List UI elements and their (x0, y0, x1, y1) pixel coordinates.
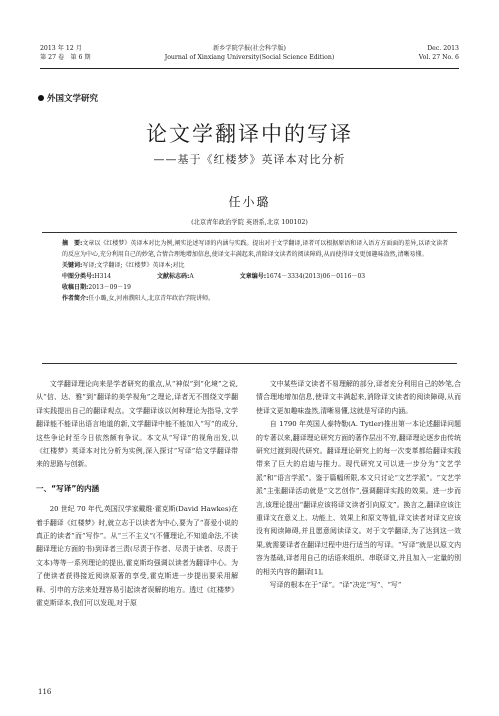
article-subtitle: ——基于《红楼梦》英译本对比分析 (153, 153, 346, 166)
header-issue-date: 2013 年 12 月 第 27 卷 第 6 期 (40, 45, 91, 61)
keywords: 关键词:写译;文学翻译;《红楼梦》英译本;对比 (62, 262, 185, 269)
body-paragraph: 文中某些译文读者不易理解的部分,译者充分利用自己的妙笔,合情合理地增加信息,使译文丰满起来,消除译文读者的阅读障碍,从而使译文更加趣味盎然,清晰易懂,这就是写译的内涵。 (256, 380, 461, 415)
header-volume: Dec. 2013 Vol. 27 No. 6 (418, 45, 459, 61)
section-heading: 一、“写译”的内涵 (36, 483, 100, 493)
right-column (256, 378, 461, 593)
author-bio: 作者简介:任小璐,女,河南濮阳人,北京青年政治学院讲师。 (62, 295, 215, 302)
body-paragraph: 20 世纪 70 年代,英国汉学家戴维·霍克斯(David Hawkes)在着手翻译《红楼梦》时,就立志于以读者为中心,要为了“喜爱小说的真正的读者”而“写作”。从“三不主义”(不懂理论,不知道命法,不读翻译理论方面的书)到译者三责(尽责于作者、尽责于读者、尽责于文本)等等一系列理论的提出,霍克斯均强调以读者为翻译中心。为了使读者获得接近阅读原著的享受,霍克斯进一步提出要采用解释、引申的方法来处理容易引起读者误解的地方。透过《红楼梦》霍克斯译本,我们可以发现,对于原 (36, 505, 238, 608)
body-paragraph: 文学翻译理论向来是学者研究的重点,从“神似”到“化境”之说,从“信、达、雅”到“翻译的美学视角”之理论,译者无不围绕文学翻译实践提出自己的翻译观点。文学翻译该以何种理论为指导,文学翻译能不能译出语言地道的新,文学翻译中能不能加入“写”的成分,这些争论时至今日依然颇有争议。本文从“写译”的视角出发,以《红楼梦》英译本对比分析为实例,深入探讨“写译”给文学翻译带来的思路与创新。 (36, 380, 238, 469)
abstract: 摘 要:文章以《红楼梦》英译本对比为例,阐实论述写译的内涵与实践。提出对于文学翻译,译者可以根据原语和译入语方方面面的差异,以译文读者的反应为中心,充分利用自己的妙笔,合情合理地增加信息,使译文丰满起来,消除译文读者的阅读障碍,从而使得译文更加趣味盎然,清晰易懂。 (62, 240, 449, 258)
running-header (40, 44, 459, 76)
body-paragraph: 自 1790 年英国人泰特勒(A. Tytler)推出第一本论述翻译问题的专著以来,翻译理论研究方面的著作层出不穷,翻译理论逐步由传统研究过渡到现代研究。翻译理论研究上的每一次变革都给翻译实践带来了巨大的启迪与推力。现代研究又可以进一步分为“文艺学派”和“语言学派”。鉴于篇幅所限,本文只讨论“文艺学派”。“文艺学派”主张翻译活动就是“文艺创作”,强调翻译实践的效果。进一步而言,该理论提出“翻译应该将译文读者引向原文”。换言之,翻译应该注重译文在意义上、功能上、效果上和原文等值,译文读者对译文应该没有阅读障碍,并且愿意阅读译文。对于文学翻译,为了达到这一效果,就需要译者在翻译过程中进行适当的写译。“写译”就是以原文内容为基础,译者用自己的话语来组织、串联译文,并且加入一定量的别的相关内容的翻译[1]。 (256, 420, 461, 576)
author-name: 任小璐 (228, 195, 271, 209)
left-column (36, 378, 238, 611)
author-affiliation: (北京青年政治学院 英语系,北京 100102) (191, 219, 308, 226)
bullet-icon (38, 95, 44, 101)
section-label: 外国文学研究 (38, 92, 98, 104)
page-number: 116 (38, 688, 52, 696)
header-journal-name: 新乡学院学报(社会科学版) Journal of Xinxiang University(Social Science Edition) (164, 45, 335, 61)
article-title: 论文学翻译中的写译 (146, 122, 353, 146)
received-date: 收稿日期:2013－09－19 (62, 284, 131, 291)
abstract-block (62, 238, 451, 304)
classification-row: 中图分类号:H314 文献标志码:A 文章编号:1674－3334(2013)06－0116－03 (62, 273, 366, 280)
header-divider (40, 68, 459, 69)
body-paragraph: 写译的根本在于“译”。“译”决定“写”、“写” (269, 581, 402, 590)
